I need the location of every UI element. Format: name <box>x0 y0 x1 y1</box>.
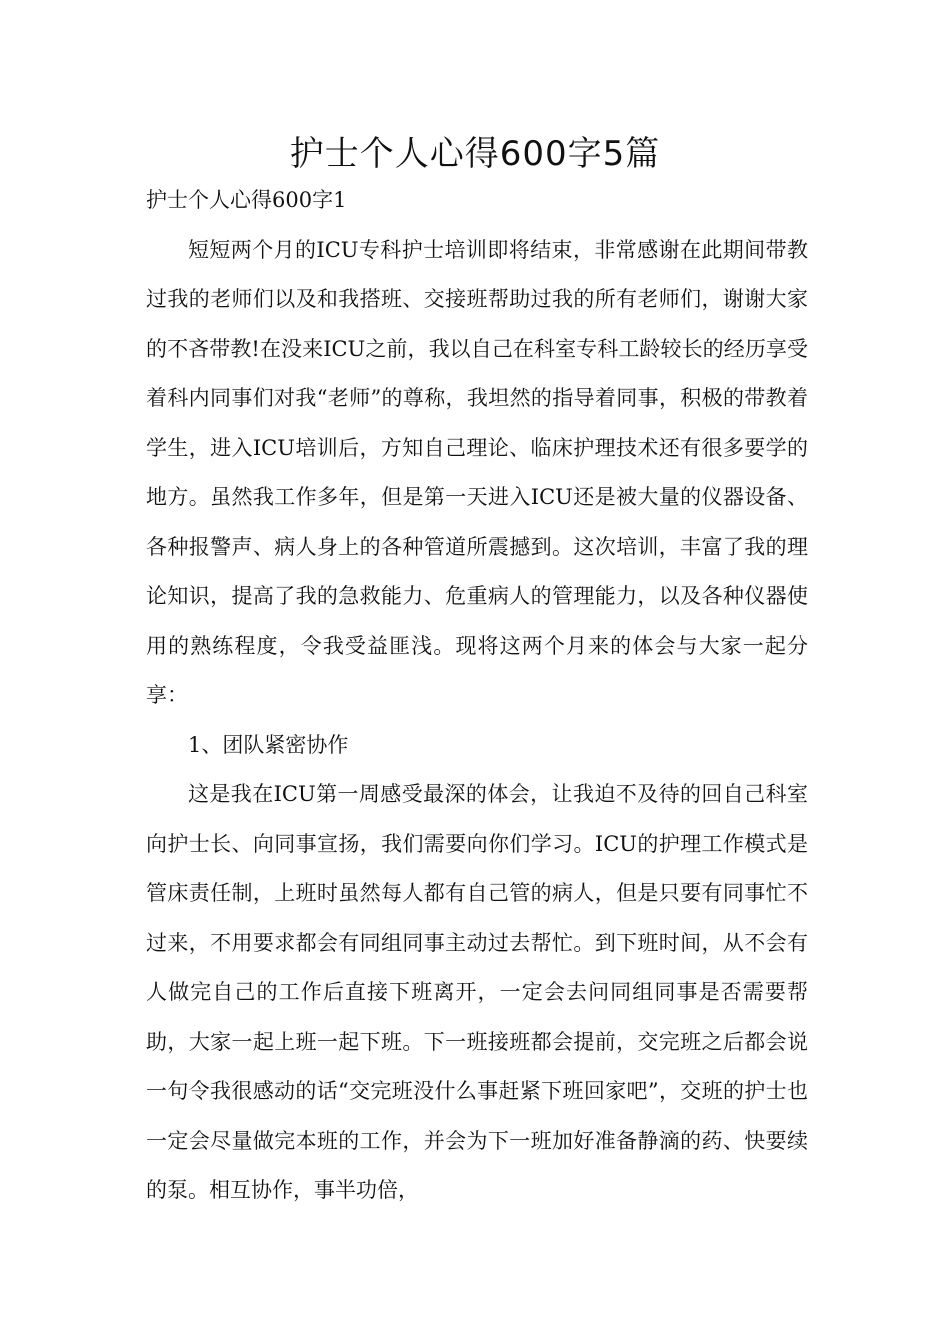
section-title: 护士个人心得600字1 <box>146 188 347 212</box>
paragraph-team-collaboration: 这是我在ICU第一周感受最深的体会，让我迫不及待的回自己科室向护士长、向同事宣扬，我们需要向你们学习。ICU的护理工作模式是管床责任制，上班时虽然每人都有自己管的病人，但是只要有同事忙不过来，不用要求都会有同组同事主动过去帮忙。到下班时间，从不会有人做完自己的工作后直接下班离开，一定会去问同组同事是否需要帮助，大家一起上班一起下班。下一班接班都会提前，交完班之后都会说一句令我很感动的话“交完班没什么事赶紧下班回家吧”，交班的护士也一定会尽量做完本班的工作，并会为下一班加好准备静滴的药、快要续的泵。相互协作，事半功倍， <box>146 782 808 1202</box>
paragraph-intro: 短短两个月的ICU专科护士培训即将结束，非常感谢在此期间带教过我的老师们以及和我搭班、交接班帮助过我的所有老师们，谢谢大家的不吝带教!在没来ICU之前，我以自己在科室专科工龄较长的经历享受着科内同事们对我“老师”的尊称，我坦然的指导着同事，积极的带教着学生，进入ICU培训后，方知自己理论、临床护理技术还有很多要学的地方。虽然我工作多年，但是第一天进入ICU还是被大量的仪器设备、各种报警声、病人身上的各种管道所震撼到。这次培训，丰富了我的理论知识，提高了我的急救能力、危重病人的管理能力，以及各种仪器使用的熟练程度，令我受益匪浅。现将这两个月来的体会与大家一起分享： <box>146 237 808 707</box>
document-title: 护士个人心得600字5篇 <box>289 134 661 174</box>
document-body <box>146 176 808 1216</box>
heading-team-collaboration: 1、团队紧密协作 <box>188 732 349 757</box>
